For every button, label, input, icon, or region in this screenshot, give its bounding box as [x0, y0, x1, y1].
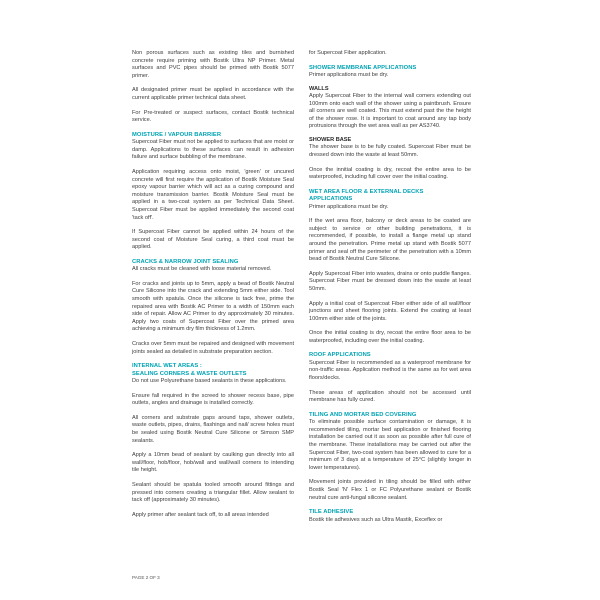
body-paragraph: for Supercoat Fiber application. — [309, 50, 387, 56]
body-paragraph: Once the innitial coating is dry, recoat the entire area to be waterproofed, including full cover over the initial coating. — [309, 166, 471, 181]
section-heading-tile-adhesive: TILE ADHESIVE — [309, 509, 354, 516]
body-paragraph: Once the initial coating is dry, recoat the entire floor area to be waterproofed, including over the initial coating. — [309, 330, 471, 344]
body-paragraph: Supercoat Fiber must not be applied to surfaces that are moist or damp. Applications to these surfaces can result in adhesion failure and surface bubbling of the membrane. — [132, 139, 294, 161]
section-heading-internal-wet-areas: INTERNAL WET AREAS : — [132, 363, 202, 370]
body-paragraph: Apply primer after sealant tack off, to all areas intended — [132, 511, 269, 518]
section-heading-cracks-narrow-joint-sealing: CRACKS & NARROW JOINT SEALING — [132, 258, 239, 265]
body-paragraph: All cracks must be cleaned with loose material removed. — [132, 266, 272, 273]
section-heading-sealing-corners-waste-outlets: SEALING CORNERS & WASTE OUTLETS — [132, 370, 247, 377]
section-heading-shower-membrane-applications: SHOWER MEMBRANE APPLICATIONS — [309, 64, 417, 71]
body-paragraph: To eliminate possible surface contamination or damage, it is recommended tiling, mortar bed application or finished flooring installation be carried out it as soon as possible after full cure of the membrane. These installations may be carried out after the Supercoat Fiber, two-coat system has been allowed to cure for a minimum of 3 days at a temperature of 25°C (slightly longer in lower temperatures). — [309, 419, 471, 471]
body-paragraph: Apply Supercoat Fiber to the internal wall corners extending out 100mm onto each wall of the shower using a paintbrush. Ensure all corners are well coated. This must extend past the the height of the shower rose. It is important to coat around any tap body protrusions through the wet area wall as per AS3740. — [309, 93, 471, 130]
left-column — [132, 50, 294, 526]
body-paragraph: Apply a initial coat of Supercoat Fiber either side of all wall/floor junctions and sheet flooring joints. Extend the coating at least 100mm either side of the joints. — [309, 300, 471, 322]
body-paragraph: Cracks over 5mm must be repaired and designed with movement joints sealed as detailed in substrate preparation section. — [132, 341, 294, 355]
body-paragraph: Apply a 10mm bead of sealant by caulking gun directly into all wall/floor, hob/floor, hob/wall and wall/wall corners to intending tile height. — [132, 452, 294, 474]
body-paragraph: All corners and substrate gaps around taps, shower outlets, waste outlets, pipes, drains, flashings and nail/ screw holes must be sealed using Bostik Neutral Cure Silicone or Simson SMP sealants. — [132, 414, 294, 444]
body-paragraph: Supercoat Fiber is recommended as a waterproof membrane for non-traffic areas. Application method is the same as for wet area floors/decks. — [309, 359, 471, 382]
body-paragraph: Movement joints provided in tiling should be filled with either Bostik Seal 'N' Flex 1 or FC Polyurethane sealant or Bostik neutral cure anti-fungal silicone sealant. — [309, 479, 471, 501]
body-paragraph: Primer applications must be dry. — [309, 203, 389, 210]
body-paragraph: Apply Supercoat Fiber into wastes, drains or onto puddle flanges. Supercoat Fiber must be dressed down into the waste at least 50mm. — [309, 270, 471, 292]
body-paragraph: Application requiring access onto moist, 'green' or uncured concrete will first require the application of Bostik Moisture Seal epoxy vapour barrier which will act as a curing compound and moisture transmission barrier. Bostik Moisture Seal must be applied in a two-coat system as per Technical Data Sheet. Supercoat Fiber must be applied immediately the second coat 'tack off'. — [132, 168, 294, 221]
subheading-walls: WALLS — [309, 85, 329, 92]
body-paragraph: Ensure fall required in the screed to shower recess base, pipe outlets, angles and drainage is installed correctly. — [132, 392, 294, 407]
section-heading-wet-area-floor-external-decks: WET AREA FLOOR & EXTERNAL DECKS — [309, 188, 424, 195]
body-paragraph: Non porous surfaces such as existing tiles and burnished concrete require priming with Bostik Ultra NP Primer. Metal surfaces and PVC pipes should be primed with Bostik 5077 primer. — [132, 50, 294, 79]
body-paragraph: For cracks and joints up to 5mm, apply a bead of Bostik Neutral Cure Silicone into the crack and extending 5mm either side. Tool smooth with spatula. Once the silicone is tack free, prime the repaired area with Bostik AC Primer to a width of 150mm each side of repair. Allow AC Primer to dry approximately 30 minutes. Apply two coats of Supercoat Fiber over the primed area achieving a minimum dry film thickness of 1.2mm. — [132, 280, 294, 333]
body-paragraph: For Pre-treated or suspect surfaces, contact Bostik technical service. — [132, 109, 294, 124]
section-heading-tiling-and-mortar-bed-covering: TILING AND MORTAR BED COVERING — [309, 411, 417, 418]
body-paragraph: Sealant should be spatula tooled smooth around fittings and pressed into corners creating a triangular fillet. Allow sealant to tack off (approximately 30 minutes). — [132, 481, 294, 504]
body-paragraph: Do not use Polyurethane based sealants in these applications. — [132, 378, 287, 385]
page-number: PAGE 2 OF 3 — [132, 575, 160, 580]
section-heading-roof-applications: ROOF APPLICATIONS — [309, 352, 371, 359]
section-heading-applications: APPLICATIONS — [309, 196, 353, 203]
body-paragraph: Primer applications must be dry. — [309, 72, 389, 78]
body-paragraph: If Supercoat Fiber cannot be applied within 24 hours of the second coat of Moisture Seal curing, a third coat must be applied. — [132, 229, 294, 251]
section-heading-moisture-vapour-barrier: MOISTURE / VAPOUR BARRIER — [132, 131, 222, 138]
body-paragraph: The shower base is to be fully coated. Supercoat Fiber must be dressed down into the waste at least 50mm. — [309, 144, 471, 158]
body-paragraph: All designated primer must be applied in accordance with the current applicable primer technical data sheet. — [132, 87, 294, 101]
body-paragraph: If the wet area floor, balcony or deck areas to be coated are subject to service or other building penetrations, it is recommended, if possible, to install a flange metal up stand around the penetration. Prime metal up stand with Bostik 5077 primer and seal off the perimeter of the penetration with a 10mm bead of Bostik Neutral Cure Silicone. — [309, 218, 471, 263]
body-paragraph: These areas of application should not be accessed until membrane has fully cured. — [309, 389, 471, 404]
subheading-shower-base: SHOWER BASE — [309, 136, 352, 143]
body-paragraph: Bostik tile adhesives such as Ultra Mastik, Exceflex or — [309, 516, 443, 523]
right-column — [309, 50, 471, 531]
